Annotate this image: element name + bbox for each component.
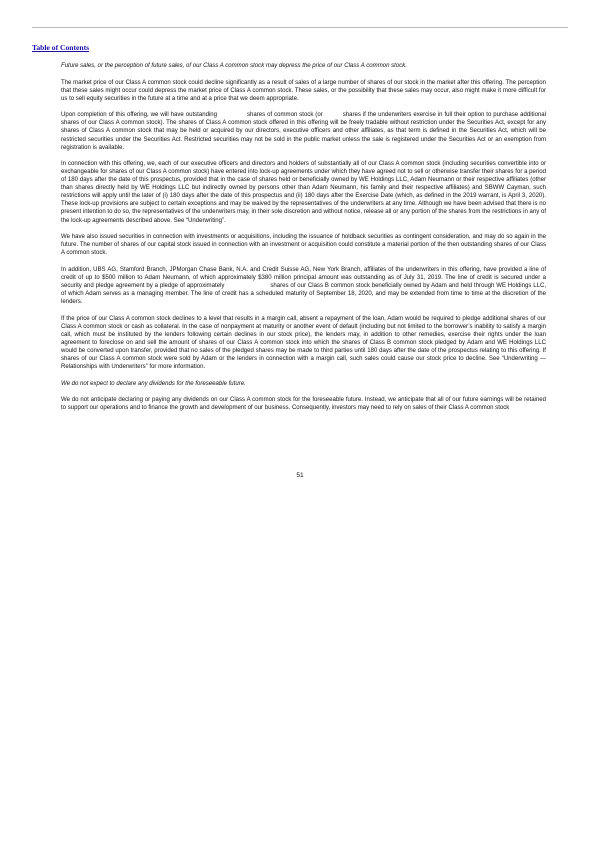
offering-shares-text-2: shares of common stock (or	[247, 112, 323, 119]
page-number: 51	[296, 472, 304, 479]
offering-shares-text-1: Upon completion of this offering, we will have outstanding	[61, 112, 218, 119]
paragraph-margin-call: If the price of our Class A common stock declines to a level that results in a margin call, absent a repayment of the loan, Adam would be required to pledge additional shares of our Class A common stock or cash as collateral. In the case of nonpayment at maturity or another event of default (including but not limited to the borrower’s inability to satisfy a margin call, which must be instituted by the lenders following certain declines in our stock price), the lenders may, in addition to other remedies, exercise their rights under the loan agreement to foreclose on and sell the amount of shares of our Class A common stock into which the shares of Class B common stock pledged by Adam and WE Holdings LLC would be converted upon transfer, provided that no sales of the pledged shares may be made to third parties until 180 days after the date of the prospectus relating to this offering. If shares of our Class A common stock were sold by Adam or the lenders in connection with a margin call, such sales could cause our stock price to decline. See “Underwriting —Relationships with Underwriters” for more information.	[61, 315, 546, 371]
paragraph-line-of-credit	[61, 266, 546, 306]
heading-future-sales: Future sales, or the perception of future sales, of our Class A common stock may depress the price of our Class A common stock.	[61, 63, 407, 69]
table-of-contents-link[interactable]: Table of Contents	[32, 43, 90, 52]
line-of-credit-text-2: shares of our Class B common stock beneficially owned by Adam and held through WE Holdings LLC, of which Adam serves as a managing member. The line of credit has a scheduled maturity of September 18, 2020, and may be extended from time to time at the discretion of the lenders.	[61, 283, 546, 306]
paragraph-securities-issued: We have also issued securities in connection with investments or acquisitions, including the issuance of holdback securities as contingent consideration, and may do so again in the future. The number of shares of our capital stock issued in connection with an investment or acquisition could constitute a material portion of the then outstanding shares of our Class A common stock.	[61, 234, 546, 257]
offering-shares-text-3: shares if the underwriters exercise in full their option to purchase additional shares of our Class A common stock). The shares of Class A common stock offered in this offering will be freely tradable without restriction under the Securities Act, except for any shares of Class A common stock that may be held or acquired by our directors, executive officers and other affiliates, as that term is defined in the Securities Act, which will be restricted securities under the Securities Act. Restricted securities may not be sold in the public market unless the sale is registered under the Securities Act or an exemption from registration is available.	[61, 112, 547, 151]
header-rule	[32, 27, 568, 28]
line-of-credit-text-1: In addition, UBS AG, Stamford Branch, JPMorgan Chase Bank, N.A. and Credit Suisse AG, New York Branch, affiliates of the underwriters in this offering, have provided a line of credit of up to $500 million to Adam Neumann, of which approximately $380 million principal amount was outstanding as of July 31, 2019. The line of credit is secured under a security and pledge agreement by a pledge of approximately	[61, 266, 546, 289]
paragraph-market-price: The market price of our Class A common stock could decline significantly as a result of sales of a large number of shares of our stock in the market after this offering. The perception that these sales might occur could depress the market price of Class A common stock. These sales, or the possibility that these sales may occur, also might make it more difficult for us to sell equity securities in the future at a time and at a price that we deem appropriate.	[61, 79, 546, 102]
paragraph-lock-up: In connection with this offering, we, each of our executive officers and directors and holders of substantially all of our Class A common stock (including securities convertible into or exchangeable for shares of our Class A common stock) have entered into lock-up agreements under which they have agreed not to sell or otherwise transfer their shares for a period of 180 days after the date of this prospectus, provided that in the case of shares held or beneficially owned by WE Holdings LLC, Adam Neumann or their respective affiliates (other than shares directly held by WE Holdings LLC but indirectly owned by persons other than Adam Neumann, his family and their respective affiliates) and SBWW Cayman, such restrictions will apply until the later of (i) 180 days after the date of this prospectus and (ii) 180 days after the Exercise Date (which, as defined in the 2019 warrant, is April 3, 2020). These lock-up provisions are subject to certain exceptions and may be waived by the representatives of the underwriters at any time. Although we have been advised that there is no present intention to do so, the representatives of the underwriters may, in their sole discretion and without notice, release all or any portion of the shares from the restrictions in any of the lock-up agreements described above. See “Underwriting”.	[61, 161, 546, 224]
page-body	[61, 62, 546, 421]
heading-dividends: We do not expect to declare any dividends for the foreseeable future.	[61, 380, 246, 387]
paragraph-offering-shares	[61, 111, 546, 151]
paragraph-dividends: We do not anticipate declaring or paying any dividends on our Class A common stock for the foreseeable future. Instead, we anticipate that all of our future earnings will be retained to support our operations and to finance the growth and development of our business. Consequently, investors may need to rely on sales of their Class A common stock	[61, 397, 546, 412]
